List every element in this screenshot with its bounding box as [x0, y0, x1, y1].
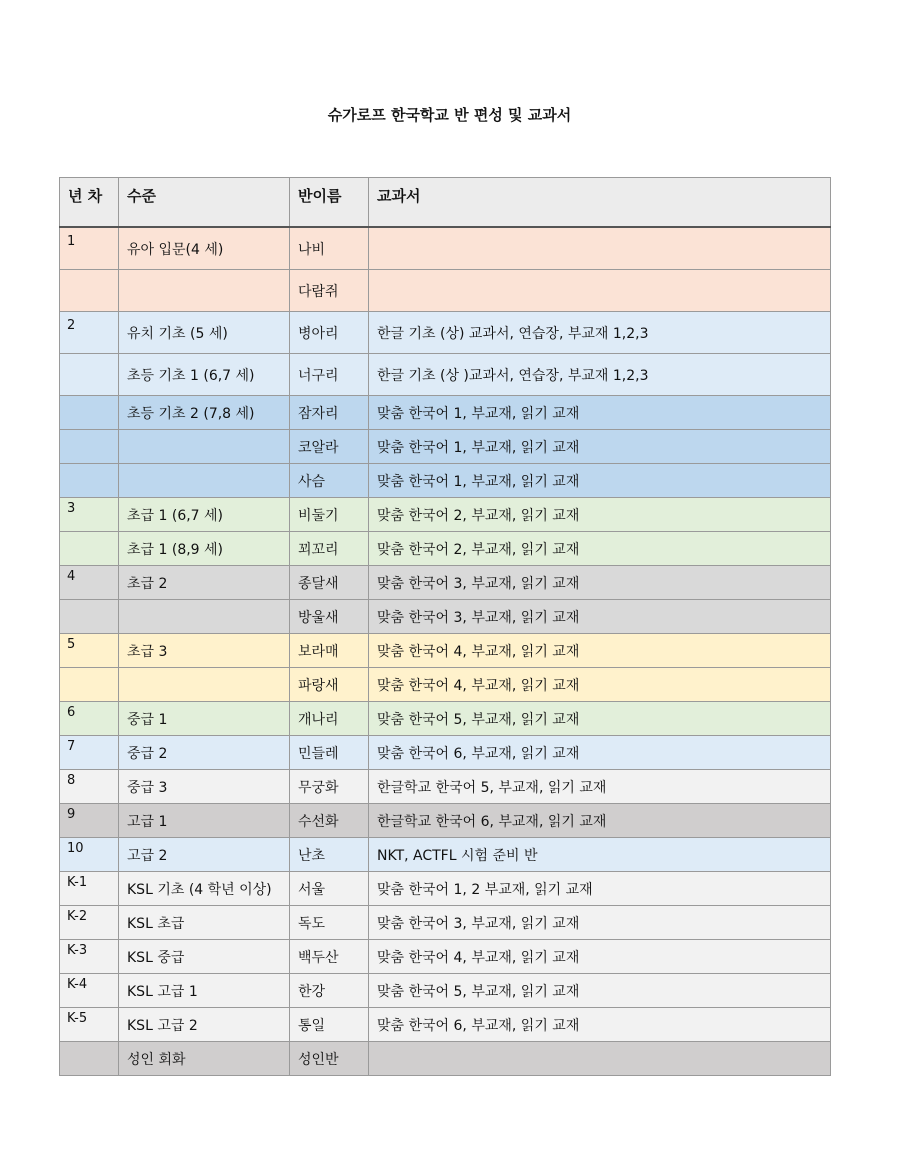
cell-textbook: 맞춤 한국어 6, 부교재, 읽기 교재 — [369, 736, 831, 770]
table-row — [60, 838, 831, 872]
cell-year: K-2 — [60, 906, 119, 940]
cell-level: KSL 중급 — [119, 940, 290, 974]
cell-year: K-1 — [60, 872, 119, 906]
cell-class-name: 백두산 — [290, 940, 369, 974]
cell-year: 9 — [60, 804, 119, 838]
cell-year: 6 — [60, 702, 119, 736]
cell-year: 2 — [60, 312, 119, 354]
header-class-name: 반이름 — [290, 178, 369, 228]
cell-year: 3 — [60, 498, 119, 532]
cell-year: K-4 — [60, 974, 119, 1008]
table-row — [60, 396, 831, 430]
table-row — [60, 770, 831, 804]
cell-year: 4 — [60, 566, 119, 600]
cell-class-name: 수선화 — [290, 804, 369, 838]
header-year: 년 차 — [60, 178, 119, 228]
cell-level: 중급 3 — [119, 770, 290, 804]
cell-class-name: 서울 — [290, 872, 369, 906]
cell-textbook: 맞춤 한국어 3, 부교재, 읽기 교재 — [369, 906, 831, 940]
cell-textbook: 한글 기초 (상 )교과서, 연습장, 부교재 1,2,3 — [369, 354, 831, 396]
cell-year: 7 — [60, 736, 119, 770]
table-row — [60, 906, 831, 940]
table-row — [60, 464, 831, 498]
cell-class-name: 꾀꼬리 — [290, 532, 369, 566]
cell-level: 중급 1 — [119, 702, 290, 736]
table-row — [60, 312, 831, 354]
table-row — [60, 566, 831, 600]
cell-class-name: 파랑새 — [290, 668, 369, 702]
cell-year: 5 — [60, 634, 119, 668]
table-row — [60, 227, 831, 270]
table-row — [60, 354, 831, 396]
cell-textbook — [369, 1042, 831, 1076]
cell-level: 초급 1 (8,9 세) — [119, 532, 290, 566]
cell-class-name: 종달새 — [290, 566, 369, 600]
cell-class-name: 잠자리 — [290, 396, 369, 430]
cell-class-name: 비둘기 — [290, 498, 369, 532]
cell-level — [119, 270, 290, 312]
table-row — [60, 600, 831, 634]
cell-year — [60, 270, 119, 312]
cell-level: 초급 2 — [119, 566, 290, 600]
table-row — [60, 668, 831, 702]
cell-textbook: 맞춤 한국어 1, 부교재, 읽기 교재 — [369, 396, 831, 430]
cell-level: KSL 고급 2 — [119, 1008, 290, 1042]
cell-year — [60, 396, 119, 430]
cell-level: 초급 1 (6,7 세) — [119, 498, 290, 532]
cell-class-name: 성인반 — [290, 1042, 369, 1076]
cell-year — [60, 668, 119, 702]
cell-textbook — [369, 227, 831, 270]
table-row — [60, 940, 831, 974]
cell-textbook: 맞춤 한국어 1, 2 부교재, 읽기 교재 — [369, 872, 831, 906]
cell-level: 고급 2 — [119, 838, 290, 872]
cell-level: 고급 1 — [119, 804, 290, 838]
cell-year: K-5 — [60, 1008, 119, 1042]
cell-level: 유치 기초 (5 세) — [119, 312, 290, 354]
cell-level — [119, 464, 290, 498]
cell-textbook: 맞춤 한국어 3, 부교재, 읽기 교재 — [369, 566, 831, 600]
cell-class-name: 코알라 — [290, 430, 369, 464]
cell-year — [60, 600, 119, 634]
table-row — [60, 532, 831, 566]
cell-textbook: 맞춤 한국어 1, 부교재, 읽기 교재 — [369, 430, 831, 464]
cell-year: K-3 — [60, 940, 119, 974]
table-row — [60, 1042, 831, 1076]
cell-class-name: 다람쥐 — [290, 270, 369, 312]
cell-year — [60, 354, 119, 396]
table-row — [60, 736, 831, 770]
cell-year — [60, 464, 119, 498]
cell-class-name: 통일 — [290, 1008, 369, 1042]
cell-textbook: 맞춤 한국어 4, 부교재, 읽기 교재 — [369, 940, 831, 974]
cell-level: KSL 기초 (4 학년 이상) — [119, 872, 290, 906]
header-textbook: 교과서 — [369, 178, 831, 228]
cell-class-name: 개나리 — [290, 702, 369, 736]
cell-textbook: 맞춤 한국어 3, 부교재, 읽기 교재 — [369, 600, 831, 634]
cell-year: 1 — [60, 227, 119, 270]
cell-level: 초등 기초 1 (6,7 세) — [119, 354, 290, 396]
cell-class-name: 나비 — [290, 227, 369, 270]
cell-class-name: 한강 — [290, 974, 369, 1008]
table-row — [60, 498, 831, 532]
table-row — [60, 430, 831, 464]
cell-textbook: 맞춤 한국어 2, 부교재, 읽기 교재 — [369, 498, 831, 532]
table-row — [60, 270, 831, 312]
cell-level: 유아 입문(4 세) — [119, 227, 290, 270]
table-row — [60, 1008, 831, 1042]
cell-year: 10 — [60, 838, 119, 872]
cell-year: 8 — [60, 770, 119, 804]
cell-class-name: 방울새 — [290, 600, 369, 634]
cell-class-name: 너구리 — [290, 354, 369, 396]
table-row — [60, 804, 831, 838]
cell-year — [60, 430, 119, 464]
cell-class-name: 보라매 — [290, 634, 369, 668]
class-roster-table — [59, 177, 831, 1076]
cell-textbook: 맞춤 한국어 5, 부교재, 읽기 교재 — [369, 702, 831, 736]
cell-textbook: 맞춤 한국어 1, 부교재, 읽기 교재 — [369, 464, 831, 498]
table-row — [60, 974, 831, 1008]
cell-level: KSL 초급 — [119, 906, 290, 940]
cell-class-name: 독도 — [290, 906, 369, 940]
cell-year — [60, 1042, 119, 1076]
cell-textbook: 맞춤 한국어 6, 부교재, 읽기 교재 — [369, 1008, 831, 1042]
cell-textbook: 한글학교 한국어 6, 부교재, 읽기 교재 — [369, 804, 831, 838]
table-header-row — [60, 178, 831, 228]
cell-level: 초급 3 — [119, 634, 290, 668]
cell-textbook: 맞춤 한국어 2, 부교재, 읽기 교재 — [369, 532, 831, 566]
table-row — [60, 872, 831, 906]
cell-level — [119, 430, 290, 464]
cell-level — [119, 600, 290, 634]
cell-textbook: 맞춤 한국어 4, 부교재, 읽기 교재 — [369, 634, 831, 668]
cell-class-name: 병아리 — [290, 312, 369, 354]
cell-textbook: NKT, ACTFL 시험 준비 반 — [369, 838, 831, 872]
table-row — [60, 702, 831, 736]
table-row — [60, 634, 831, 668]
cell-level — [119, 668, 290, 702]
cell-level: 중급 2 — [119, 736, 290, 770]
header-level: 수준 — [119, 178, 290, 228]
cell-class-name: 난초 — [290, 838, 369, 872]
cell-level: 성인 회화 — [119, 1042, 290, 1076]
cell-textbook: 한글 기초 (상) 교과서, 연습장, 부교재 1,2,3 — [369, 312, 831, 354]
cell-level: KSL 고급 1 — [119, 974, 290, 1008]
cell-textbook — [369, 270, 831, 312]
cell-class-name: 사슴 — [290, 464, 369, 498]
table-body — [60, 227, 831, 1076]
cell-textbook: 한글학교 한국어 5, 부교재, 읽기 교재 — [369, 770, 831, 804]
cell-class-name: 민들레 — [290, 736, 369, 770]
cell-level: 초등 기초 2 (7,8 세) — [119, 396, 290, 430]
page-title: 슈가로프 한국학교 반 편성 및 교과서 — [327, 106, 572, 124]
cell-class-name: 무궁화 — [290, 770, 369, 804]
cell-textbook: 맞춤 한국어 4, 부교재, 읽기 교재 — [369, 668, 831, 702]
cell-textbook: 맞춤 한국어 5, 부교재, 읽기 교재 — [369, 974, 831, 1008]
cell-year — [60, 532, 119, 566]
